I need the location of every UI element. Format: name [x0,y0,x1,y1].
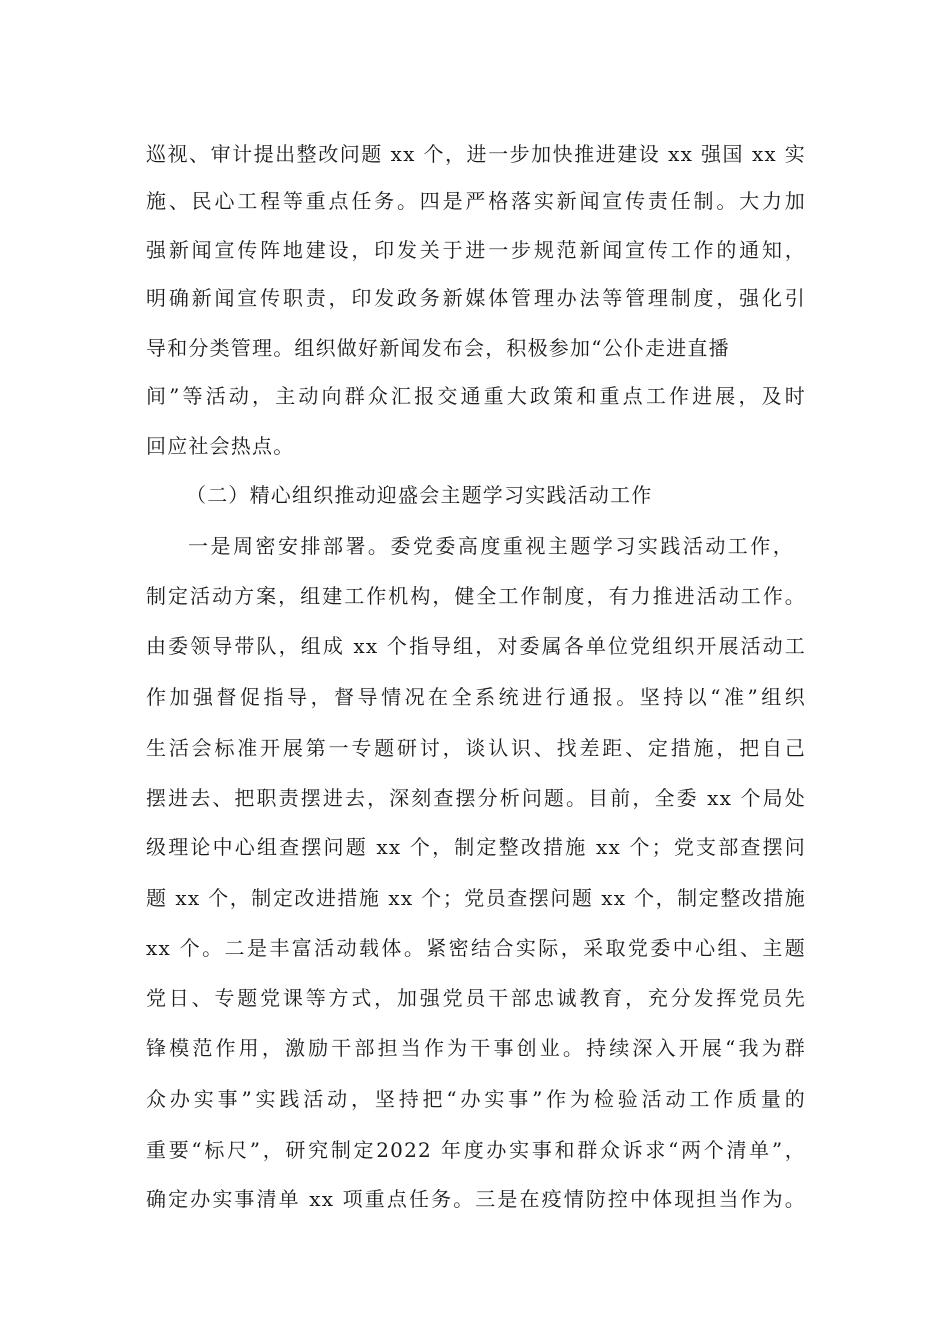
paragraph-line: 重要“标尺”，研究制定2022 年度办实事和群众诉求“两个清单”， [146,1138,806,1162]
paragraph-line: 间”等活动，主动向群众汇报交通重大政策和重点工作进展，及时 [146,384,806,408]
paragraph-line: 施、民心工程等重点任务。四是严格落实新闻宣传责任制。大力加 [146,189,806,213]
paragraph-line: 巡视、审计提出整改问题 xx 个，进一步加快推进建设 xx 强国 xx 实 [146,142,806,166]
paragraph-line: 级理论中心组查摆问题 xx 个，制定整改措施 xx 个；党支部查摆问 [146,835,806,859]
paragraph-line: 生活会标准开展第一专题研讨，谈认识、找差距、定措施，把自己 [146,736,806,760]
paragraph-line: 党日、专题党课等方式，加强党员干部忠诚教育，充分发挥党员先 [146,986,806,1010]
paragraph-line: 制定活动方案，组建工作机构，健全工作制度，有力推进活动工作。 [146,584,806,608]
paragraph-line: 明确新闻宣传职责，印发政务新媒体管理办法等管理制度，强化引 [146,286,806,310]
paragraph-line: 众办实事”实践活动，坚持把“办实事”作为检验活动工作质量的 [146,1087,806,1111]
section-heading: （二）精心组织推动迎盛会主题学习实践活动工作 [186,483,653,507]
paragraph-line: 回应社会热点。 [146,434,295,458]
paragraph-line: xx 个。二是丰富活动载体。紧密结合实际，采取党委中心组、主题 [146,936,806,960]
paragraph-line: 由委领导带队，组成 xx 个指导组，对委属各单位党组织开展活动工 [146,634,806,658]
paragraph-line: 确定办实事清单 xx 项重点任务。三是在疫情防控中体现担当作为。 [146,1187,806,1211]
paragraph-line: 导和分类管理。组织做好新闻发布会，积极参加“公仆走进直播 [146,336,730,360]
paragraph-line: 锋模范作用，激励干部担当作为干事创业。持续深入开展“我为群 [146,1036,806,1060]
paragraph-line: 一是周密安排部署。委党委高度重视主题学习实践活动工作， [188,534,794,558]
paragraph-line: 作加强督促指导，督导情况在全系统进行通报。坚持以“准”组织 [146,685,806,709]
paragraph-line: 题 xx 个，制定改进措施 xx 个；党员查摆问题 xx 个，制定整改措施 [146,886,806,910]
paragraph-line: 摆进去、把职责摆进去，深刻查摆分析问题。目前，全委 xx 个局处 [146,786,806,810]
paragraph-line: 强新闻宣传阵地建设，印发关于进一步规范新闻宣传工作的通知， [146,238,806,262]
